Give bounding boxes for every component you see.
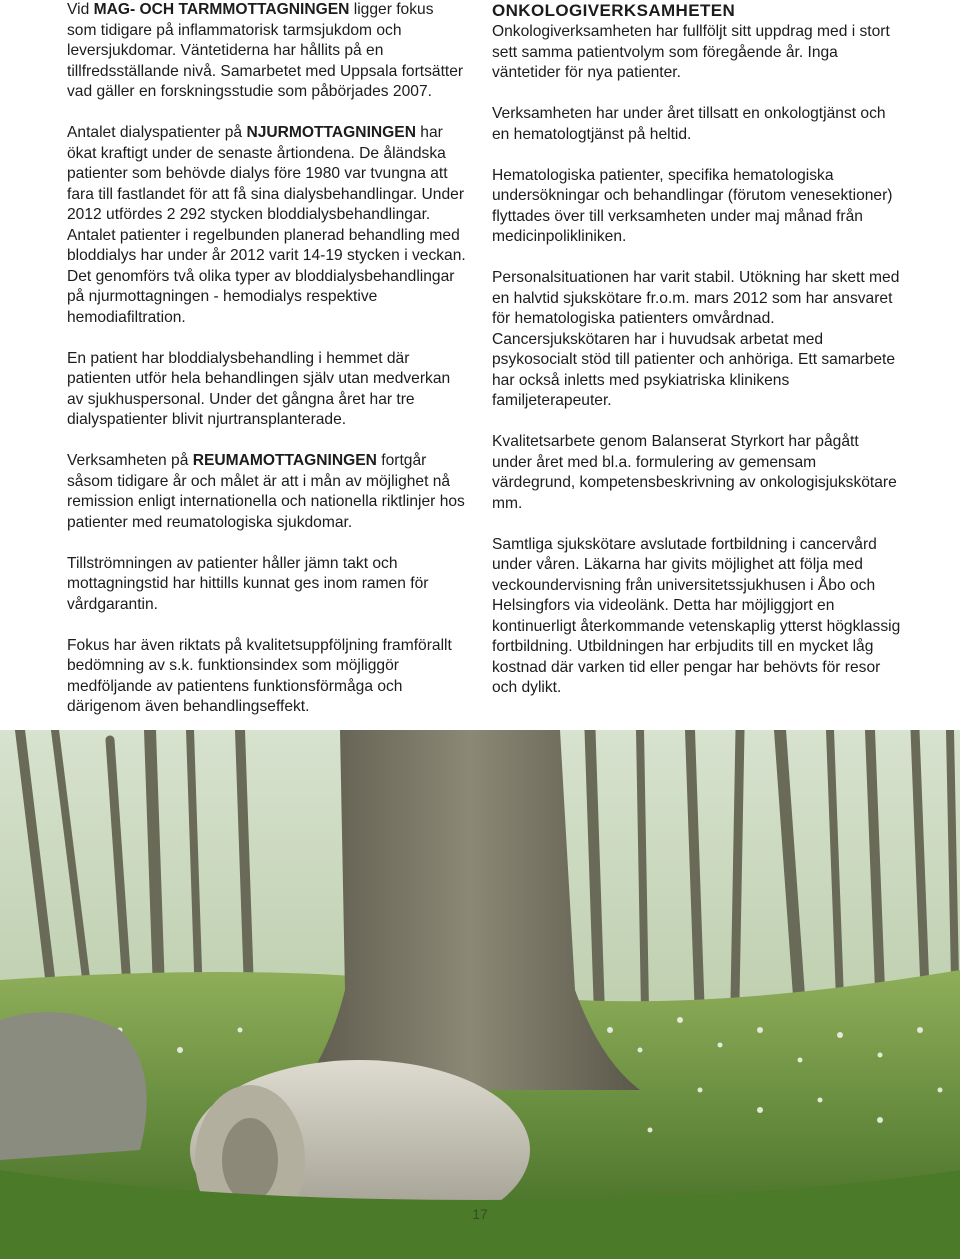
paragraph-mag-tarm: Vid MAG- OCH TARMMOTTAGNINGEN ligger fokus som tidigare på inflammatorisk tarmsjukdom och leversjukdomar. Väntetiderna har hållits på en tillfredsställande nivå. Samarbetet med Uppsala fortsätter vad gäller en forskningsstudie som påbörjades 2007.	[67, 1, 464, 100]
paragraph-quality-work: Kvalitetsarbete genom Balanserat Styrkort har pågått under året med bl.a. formulering av gemensam värdegrund, kompetensbeskrivning av onkologisjukskötare mm.	[492, 433, 897, 512]
paragraph-njur: Antalet dialyspatienter på NJURMOTTAGNINGEN har ökat kraftigt under de senaste årtiondena. De åländska patienter som behövde dialys före 1980 var tvungna att fara till fastlandet för att få sina dialysbehandlingar. Under 2012 utfördes 2 292 stycken bloddialysbehandlingar. Antalet patienter i regelbunden planerad behandling med bloddialys har under år 2012 varit 14-19 stycken i veckan. Det genomförs två olika typer av bloddialysbehandlingar på njurmottagningen - hemodialys respektive hemodiafiltration.	[67, 124, 466, 326]
unit-heading-reuma: REUMAMOTTAGNINGEN	[192, 452, 377, 469]
paragraph-onko-staff: Verksamheten har under året tillsatt en onkologtjänst och en hematologtjänst på heltid.	[492, 105, 886, 143]
paragraph-hematology: Hematologiska patienter, specifika hematologiska undersökningar och behandlingar (förutom venesektioner) flyttades över till verksamheten under maj månad från medicinpolikliniken.	[492, 166, 893, 245]
paragraph-education: Samtliga sjukskötare avslutade fortbildning i cancervård under våren. Läkarna har givits möjlighet att följa med veckoundervisning från universitetssjukhusen i Åbo och Helsingfors via videolänk. Detta har möjliggjort en kontinuerligt återkommande vetenskaplig ytterst högklassig fortbildning. Utbildningen har erbjudits till en mycket låg kostnad där varken tid eller pengar har behövts för resor och dylikt.	[492, 535, 901, 696]
paragraph-quality: Fokus har även riktats på kvalitetsuppföljning framförallt bedömning av s.k. funktionsindex som möjliggör medföljande av patientens funktionsförmåga och därigenom även behandlingseffekt.	[67, 636, 452, 715]
paragraph-home-dialysis: En patient har bloddialysbehandling i hemmet där patienten utför hela behandlingen själv utan medverkan av sjukhuspersonal. Under det gångna året har tre dialyspatienter blivit njurtransplanterade.	[67, 349, 451, 428]
unit-heading-njur: NJURMOTTAGNINGEN	[246, 124, 416, 141]
page-number: 17	[472, 1206, 488, 1222]
unit-heading-mag-tarm: MAG- OCH TARMMOTTAGNINGEN	[93, 1, 350, 18]
paragraph-patient-flow: Tillströmningen av patienter håller jämn takt och mottagningstid har hittills kunnat ges inom ramen för vårdgarantin.	[67, 554, 429, 613]
forest-illustration	[0, 730, 960, 1259]
right-column	[492, 0, 902, 719]
left-column	[67, 0, 467, 738]
paragraph-personnel: Personalsituationen har varit stabil. Utökning har skett med en halvtid sjukskötare fr.o.m. mars 2012 som har ansvaret för hematologiska patienters omvårdnad. Cancersjukskötaren har i huvudsak arbetat med psykosocialt stöd till patienter och anhöriga. Ett samarbete har också inletts med psykiatriska klinikens familjeterapeuter.	[492, 269, 900, 409]
forest-photo	[0, 730, 960, 1259]
section-heading-onkologi: ONKOLOGIVERKSAMHETEN	[492, 1, 736, 20]
paragraph-reuma: Verksamheten på REUMAMOTTAGNINGEN fortgår såsom tidigare år och målet är att i mån av möjlighet nå remission enligt internationella och nationella riktlinjer hos patienter med reumatologiska sjukdomar.	[67, 452, 465, 531]
paragraph-onko-intro: Onkologiverksamheten har fullföljt sitt uppdrag med i stort sett samma patientvolym som föregående år. Inga väntetider för nya patienter.	[492, 23, 890, 81]
